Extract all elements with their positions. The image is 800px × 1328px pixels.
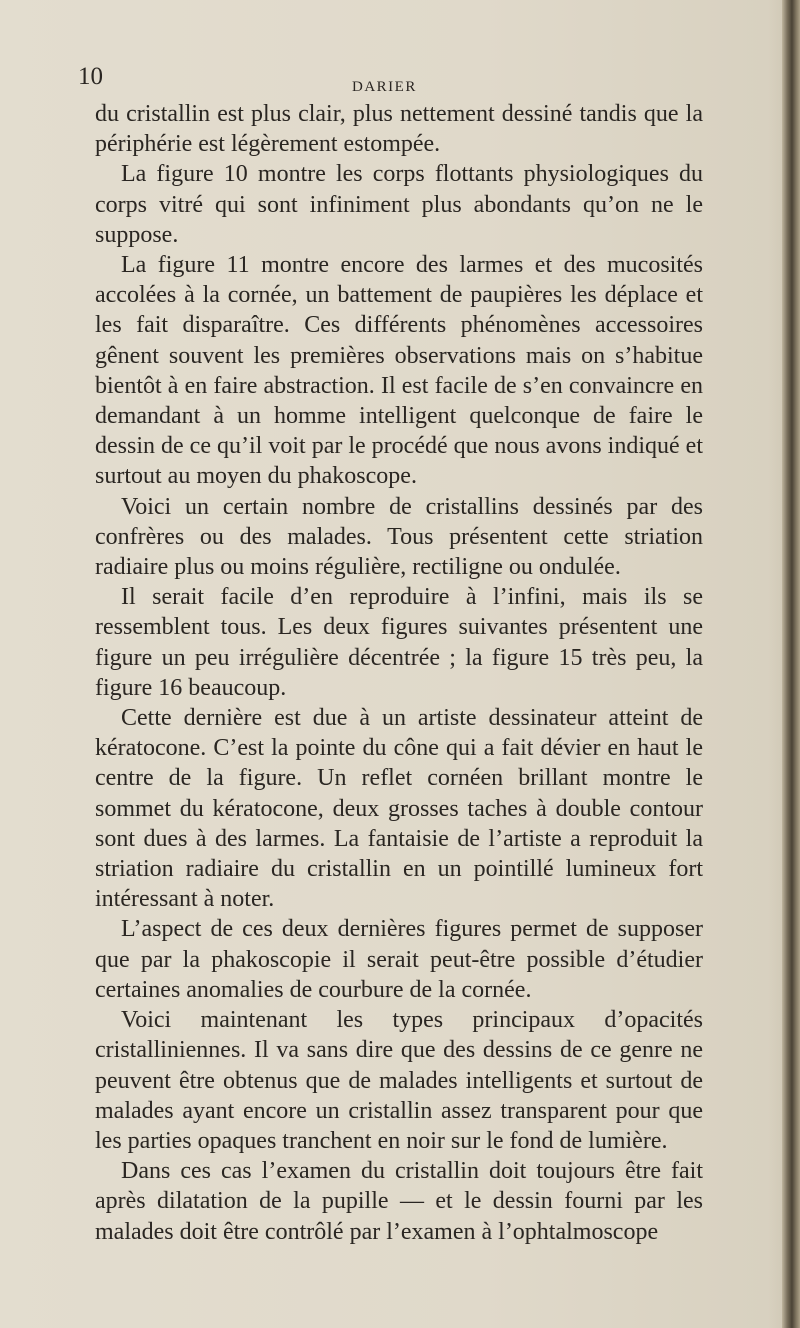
paragraph-figure-11: La figure 11 montre encore des larmes et des mucosités accolées à la cornée, un battement de paupières les déplace et les fait disparaître. Ces différents phénomènes accessoires gênent souvent les premières observations mais on s’habitue bientôt à en faire abstraction. Il est facile de s’en convaincre en demandant à un homme intelligent quelconque de faire le dessin de ce qu’il voit par le procédé que nous avons indiqué et surtout au moyen du phakoscope. xyxy=(95,252,703,490)
page-number: 10 xyxy=(78,63,103,90)
paragraph-examen: Dans ces cas l’examen du cristallin doit toujours être fait après dilatation de la pupille — et le dessin fourni par les malades doit être contrôlé par l’examen à l’ophtalmoscope xyxy=(95,1158,703,1245)
paragraph-cristallins: Voici un certain nombre de cristallins dessinés par des confrères ou des malades. Tous présentent cette striation radiaire plus ou moins régulière, rectiligne ou ondulée. xyxy=(95,493,703,581)
paragraph-opacites: Voici maintenant les types principaux d’opacités cristalliniennes. Il va sans dire que des dessins de ce genre ne peuvent être obtenus que de malades intelligents et surtout de malades ayant encore un cristallin assez transparent pour que les parties opaques tranchent en noir sur le fond de lumière. xyxy=(95,1007,703,1154)
page-binding-edge xyxy=(782,0,800,1328)
body-text xyxy=(95,99,703,1247)
paragraph-keratocone: Cette dernière est due à un artiste dessinateur atteint de kératocone. C’est la pointe du cône qui a fait dévier en haut le centre de la figure. Un reflet cornéen brillant montre le sommet du kératocone, deux grosses taches à double contour sont dues à des larmes. La fantaisie de l’artiste a reproduit la striation radiaire du cristallin en un pointillé lumineux fort intéressant à noter. xyxy=(95,705,703,913)
paragraph-phakoscopie: L’aspect de ces deux dernières figures permet de supposer que par la phakoscopie il serait peut-être possible d’étudier certaines anomalies de courbure de la cornée. xyxy=(95,916,703,1003)
paragraph-figures-15-16: Il serait facile d’en reproduire à l’infini, mais ils se ressemblent tous. Les deux figures suivantes présentent une figure un peu irrégulière décentrée ; la figure 15 très peu, la figure 16 beaucoup. xyxy=(95,584,703,701)
paragraph-continuation: du cristallin est plus clair, plus nettement dessiné tandis que la périphérie est légèrement estompée. xyxy=(95,101,703,158)
paragraph-figure-10: La figure 10 montre les corps flottants physiologiques du corps vitré qui sont infiniment plus abondants qu’on ne le suppose. xyxy=(95,161,703,248)
running-head: DARIER xyxy=(352,79,417,95)
